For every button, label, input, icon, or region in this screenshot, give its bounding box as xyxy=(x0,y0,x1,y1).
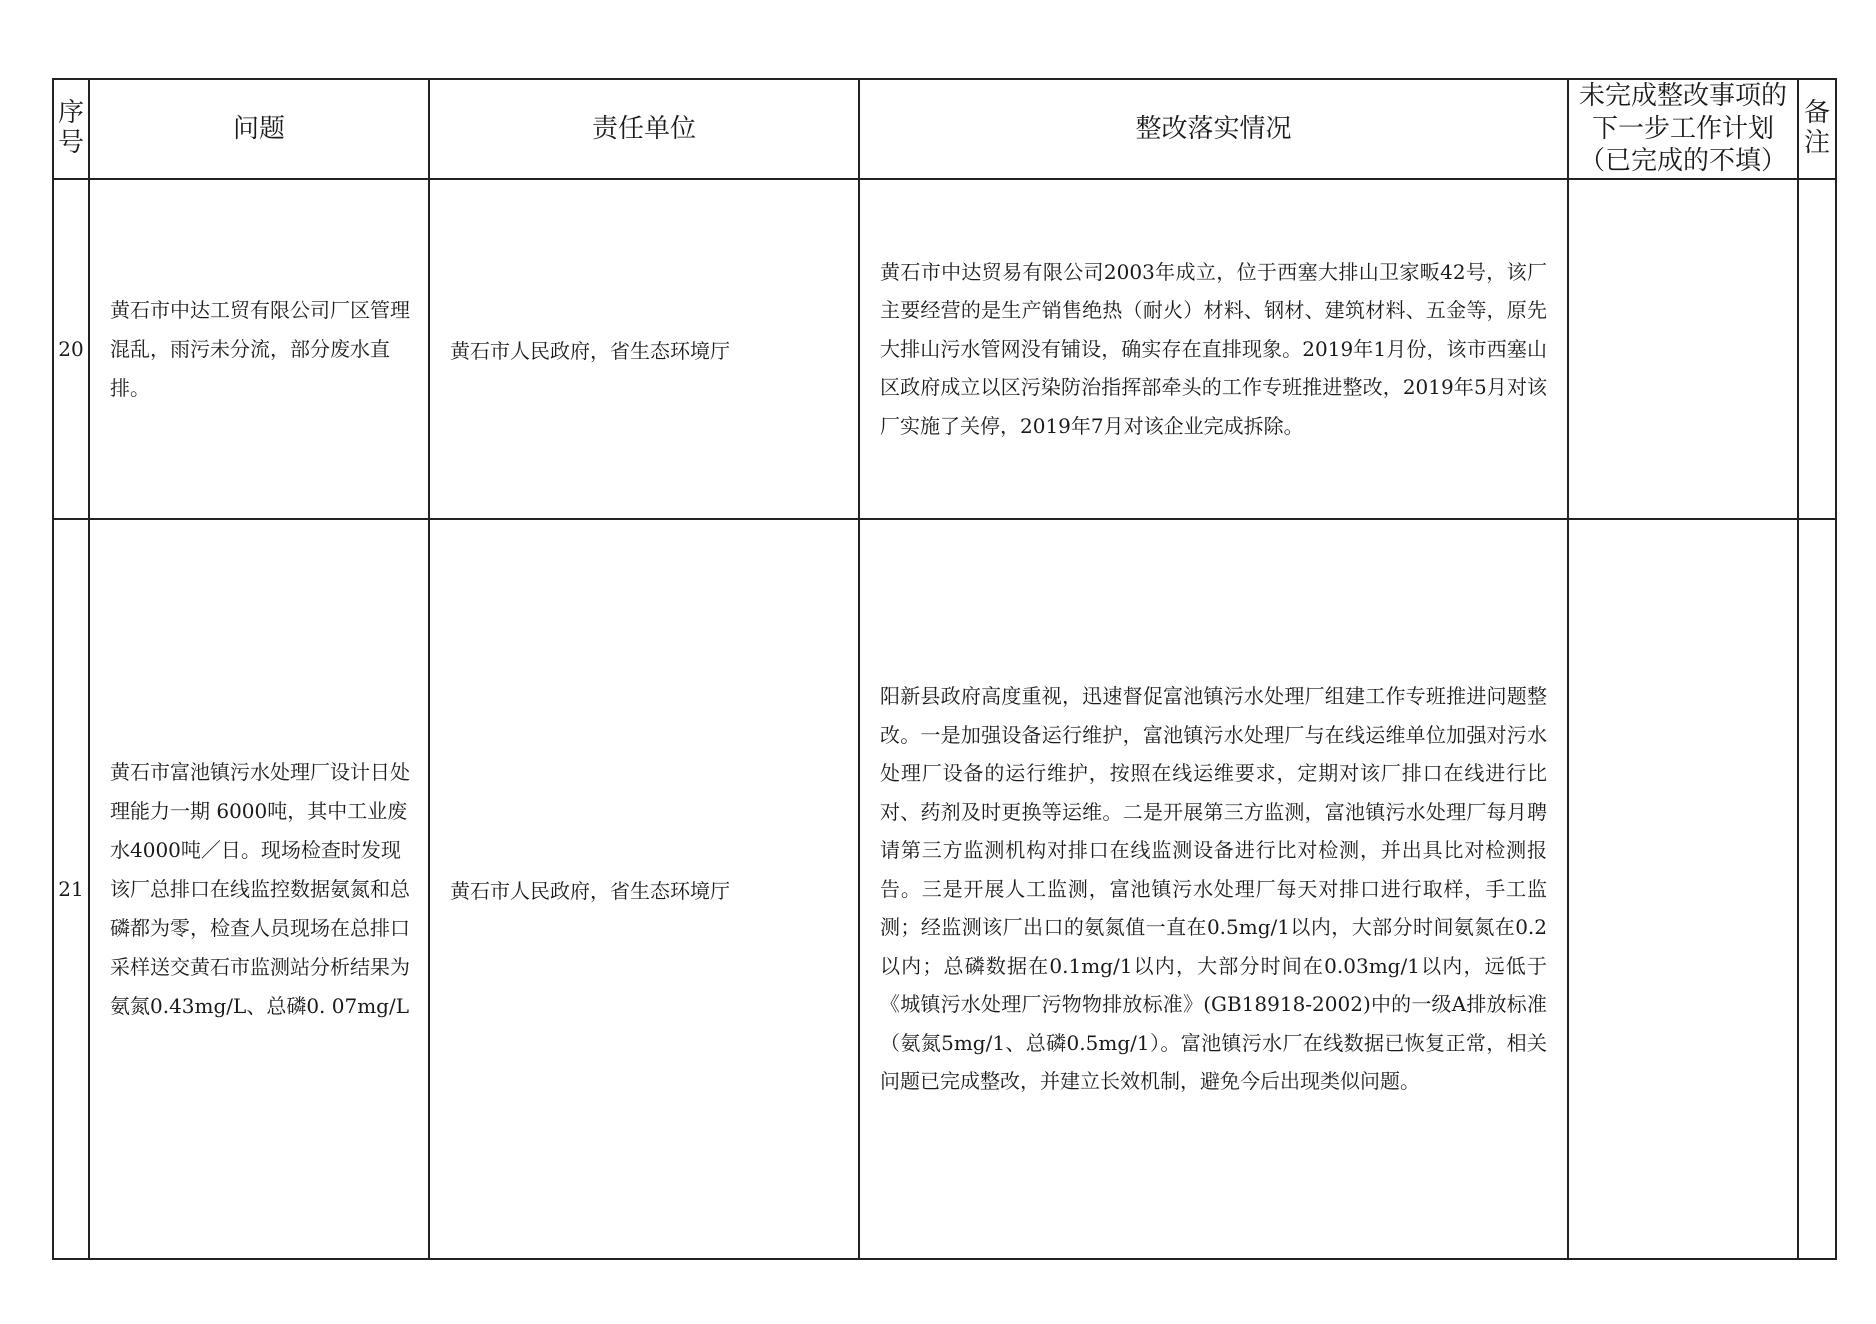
row-status: 阳新县政府高度重视，迅速督促富池镇污水处理厂组建工作专班推进问题整改。一是加强设备运行维护，富池镇污水处理厂与在线运维单位加强对污水处理厂设备的运行维护，按照在线运维要求，定期对该厂排口在线进行比对、药剂及时更换等运维。二是开展第三方监测，富池镇污水处理厂每月聘请第三方监测机构对排口在线监测设备进行比对检测，并出具比对检测报告。三是开展人工监测，富池镇污水处理厂每天对排口进行取样，手工监测；经监测该厂出口的氨氮值一直在0.5mg/1以内，大部分时间氨氮在0.2以内；总磷数据在0.1mg/1以内，大部分时间在0.03mg/1以内，远低于《城镇污水处理厂污物物排放标准》(GB18918-2002)中的一级A排放标准（氨氮5mg/1、总磷0.5mg/1）。富池镇污水厂在线数据已恢复正常，相关问题已完成整改，并建立长效机制，避免今后出现类似问题。 xyxy=(880,684,1547,1094)
row-issue-cell xyxy=(89,179,429,519)
rectification-table xyxy=(52,78,1837,1260)
header-plan xyxy=(1568,79,1798,179)
header-remark-label: 备注 xyxy=(1803,97,1830,158)
row-issue: 黄石市富池镇污水处理厂设计日处理能力一期 6000吨，其中工业废水4000吨／日。现场检查时发现该厂总排口在线监控数据氨氮和总磷都为零，检查人员现场在总排口采样送交黄石市监测站分析结果为氨氮0.43mg/L、总磷0. 07mg/L xyxy=(110,759,410,1018)
table-header-row xyxy=(53,79,1836,179)
header-seq xyxy=(53,79,89,179)
row-remark-cell xyxy=(1798,179,1836,519)
header-status-label: 整改落实情况 xyxy=(1135,113,1292,144)
row-plan-cell xyxy=(1568,179,1798,519)
row-seq: 20 xyxy=(58,337,84,361)
row-seq: 21 xyxy=(58,877,84,901)
row-unit: 黄石市人民政府，省生态环境厅 xyxy=(450,338,730,363)
row-status-cell xyxy=(859,179,1568,519)
header-seq-label: 序号 xyxy=(57,97,84,158)
row-status-cell xyxy=(859,519,1568,1259)
table-row xyxy=(53,179,1836,519)
row-status: 黄石市中达贸易有限公司2003年成立，位于西塞大排山卫家畈42号，该厂主要经营的是生产销售绝热（耐火）材料、钢材、建筑材料、五金等，原先大排山污水管网没有铺设，确实存在直排现象。2019年1月份，该市西塞山区政府成立以区污染防治指挥部牵头的工作专班推进整改，2019年5月对该厂实施了关停，2019年7月对该企业完成拆除。 xyxy=(880,259,1547,438)
row-issue: 黄石市中达工贸有限公司厂区管理混乱，雨污未分流，部分废水直排。 xyxy=(110,297,410,400)
table-row xyxy=(53,519,1836,1259)
row-seq-cell xyxy=(53,519,89,1259)
row-seq-cell xyxy=(53,179,89,519)
row-remark-cell xyxy=(1798,519,1836,1259)
row-unit-cell xyxy=(429,179,859,519)
row-unit-cell xyxy=(429,519,859,1259)
row-plan-cell xyxy=(1568,519,1798,1259)
header-unit-label: 责任单位 xyxy=(591,113,696,144)
header-plan-label: 未完成整改事项的下一步工作计划（已完成的不填） xyxy=(1578,81,1787,177)
row-unit: 黄石市人民政府，省生态环境厅 xyxy=(450,878,730,903)
header-issue-label: 问题 xyxy=(232,113,285,144)
header-status xyxy=(859,79,1568,179)
row-issue-cell xyxy=(89,519,429,1259)
header-issue xyxy=(89,79,429,179)
header-unit xyxy=(429,79,859,179)
header-remark xyxy=(1798,79,1836,179)
